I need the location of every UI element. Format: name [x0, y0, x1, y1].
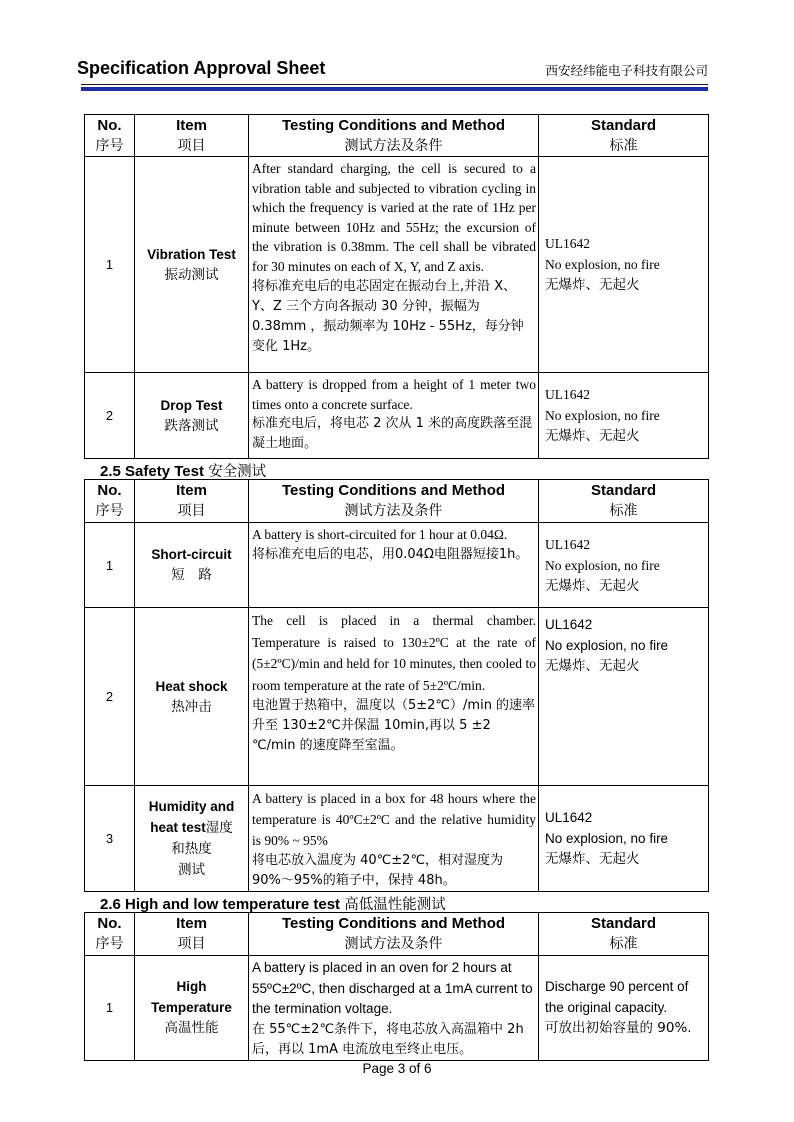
table-header-row [85, 913, 709, 956]
vibration-drop-table [84, 114, 709, 459]
row-conditions [249, 523, 539, 608]
standard-en: No explosion, no fire [545, 638, 669, 653]
col-no-header: No. 序号 [85, 115, 135, 157]
conditions-en: A battery is dropped from a height of 1 meter two times onto a concrete surface. [252, 377, 536, 412]
standard-en: No explosion, no fire [545, 257, 660, 272]
standard-ref: UL1642 [545, 387, 590, 402]
col-conditions-header: Testing Conditions and Method 测试方法及条件 [249, 115, 539, 157]
standard-ref: UL1642 [545, 536, 590, 552]
row-item: Humidity and heat test湿度 和热度 测试 [135, 786, 249, 892]
conditions-en: A battery is short-circuited for 1 hour at 0.04Ω. [252, 527, 508, 542]
row-standard [539, 523, 709, 608]
col-item-header: Item 项目 [135, 913, 249, 956]
section-heading-temperature: 2.6 High and low temperature test 高低温性能测试 [100, 896, 446, 913]
standard-en: No explosion, no fire [545, 557, 660, 573]
row-standard [539, 157, 709, 373]
row-standard [539, 608, 709, 786]
conditions-en: A battery is placed in an oven for 2 hours at 55ºC±2ºC, then discharged at a 1mA current to the termination voltage. [252, 960, 533, 1016]
col-item-header: Item 项目 [135, 115, 249, 157]
row-standard [539, 373, 709, 459]
col-no-header: No. 序号 [85, 913, 135, 956]
table-row [85, 157, 709, 373]
conditions-zh: 标准充电后，将电芯 2 次从 1 米的高度跌落至混凝土地面。 [252, 416, 533, 452]
table-header-row [85, 480, 709, 523]
col-conditions-header: Testing Conditions and Method 测试方法及条件 [249, 480, 539, 523]
row-number: 3 [85, 786, 135, 892]
table-row [85, 523, 709, 608]
standard-zh: 可放出初始容量的 90%. [545, 1020, 692, 1037]
row-number: 1 [85, 523, 135, 608]
standard-ref: UL1642 [545, 617, 593, 632]
standard-ref: UL1642 [545, 810, 593, 825]
company-name: 西安经纬能电子科技有限公司 [545, 63, 708, 78]
table-row [85, 786, 709, 892]
col-conditions-header: Testing Conditions and Method 测试方法及条件 [249, 913, 539, 956]
table-row [85, 373, 709, 459]
header-rule-thin [81, 84, 708, 85]
temperature-test-table [84, 912, 709, 1061]
document-title: Specification Approval Sheet [77, 58, 326, 78]
row-number: 1 [85, 956, 135, 1061]
row-conditions [249, 157, 539, 373]
standard-en: No explosion, no fire [545, 408, 660, 423]
table-row [85, 956, 709, 1061]
conditions-zh: 将电芯放入温度为 40℃±2℃，相对湿度为 90%～95%的箱子中，保持 48h。 [252, 853, 504, 888]
row-conditions [249, 373, 539, 459]
row-conditions [249, 956, 539, 1061]
standard-zh: 无爆炸、无起火 [545, 851, 640, 867]
col-no-header: No. 序号 [85, 480, 135, 523]
conditions-zh: 将标准充电后的电芯，用0.04Ω电阻器短接1h。 [252, 546, 529, 562]
page-number: Page 3 of 6 [362, 1061, 432, 1076]
col-standard-header: Standard 标准 [539, 480, 709, 523]
row-conditions [249, 786, 539, 892]
row-standard [539, 786, 709, 892]
row-item: High Temperature 高温性能 [135, 956, 249, 1061]
standard-zh: 无爆炸、无起火 [545, 658, 640, 674]
section-heading-safety: 2.5 Safety Test 安全测试 [100, 463, 267, 480]
row-item: Short-circuit 短 路 [135, 523, 249, 608]
col-standard-header: Standard 标准 [539, 115, 709, 157]
conditions-en: The cell is placed in a thermal chamber. Temperature is raised to 130±2ºC at the rate of (5±2ºC)/min and held for 10 minutes, then cooled to room temperature at the rate of 5±2ºC/min. [252, 613, 536, 693]
conditions-en: A battery is placed in a box for 48 hours where the temperature is 40ºC±2ºC and the relative humidity is 90% ~ 95% [252, 791, 536, 848]
conditions-en: After standard charging, the cell is secured to a vibration table and subjected to vibration cycling in which the frequency is varied at the rate of 1Hz per minute between 10Hz and 55Hz; the excursion of the vibration is 0.38mm. The cell shall be vibrated for 30 minutes on each of X, Y, and Z axis. [252, 161, 536, 274]
conditions-zh: 电池置于热箱中，温度以（5±2℃）/min 的速率升至 130±2℃并保温 10min,再以 5 ±2 ℃/min 的速度降至室温。 [252, 698, 536, 753]
row-number: 1 [85, 157, 135, 373]
row-item: Vibration Test 振动测试 [135, 157, 249, 373]
row-conditions [249, 608, 539, 786]
header-rule-thick [81, 87, 708, 91]
standard-en-1: Discharge 90 percent of [545, 979, 689, 995]
standard-zh: 无爆炸、无起火 [545, 577, 640, 594]
standard-ref: UL1642 [545, 236, 590, 251]
row-item: Heat shock 热冲击 [135, 608, 249, 786]
standard-zh: 无爆炸、无起火 [545, 428, 640, 444]
standard-en: No explosion, no fire [545, 831, 669, 846]
conditions-zh: 将标准充电后的电芯固定在振动台上,并沿 X、Y、Z 三个方向各振动 30 分钟，振幅为 0.38mm ，振动频率为 10Hz - 55Hz，每分钟变化 1Hz。 [252, 278, 524, 354]
row-number: 2 [85, 608, 135, 786]
table-row [85, 608, 709, 786]
row-item: Drop Test 跌落测试 [135, 373, 249, 459]
conditions-zh: 在 55℃±2℃条件下，将电芯放入高温箱中 2h 后，再以 1mA 电流放电至终止电压。 [252, 1021, 524, 1057]
standard-zh: 无爆炸、无起火 [545, 277, 640, 293]
safety-test-table [84, 479, 709, 892]
col-item-header: Item 项目 [135, 480, 249, 523]
standard-en-2: the original capacity. [545, 1000, 668, 1016]
row-number: 2 [85, 373, 135, 459]
row-standard [539, 956, 709, 1061]
table-header-row [85, 115, 709, 157]
col-standard-header: Standard 标准 [539, 913, 709, 956]
